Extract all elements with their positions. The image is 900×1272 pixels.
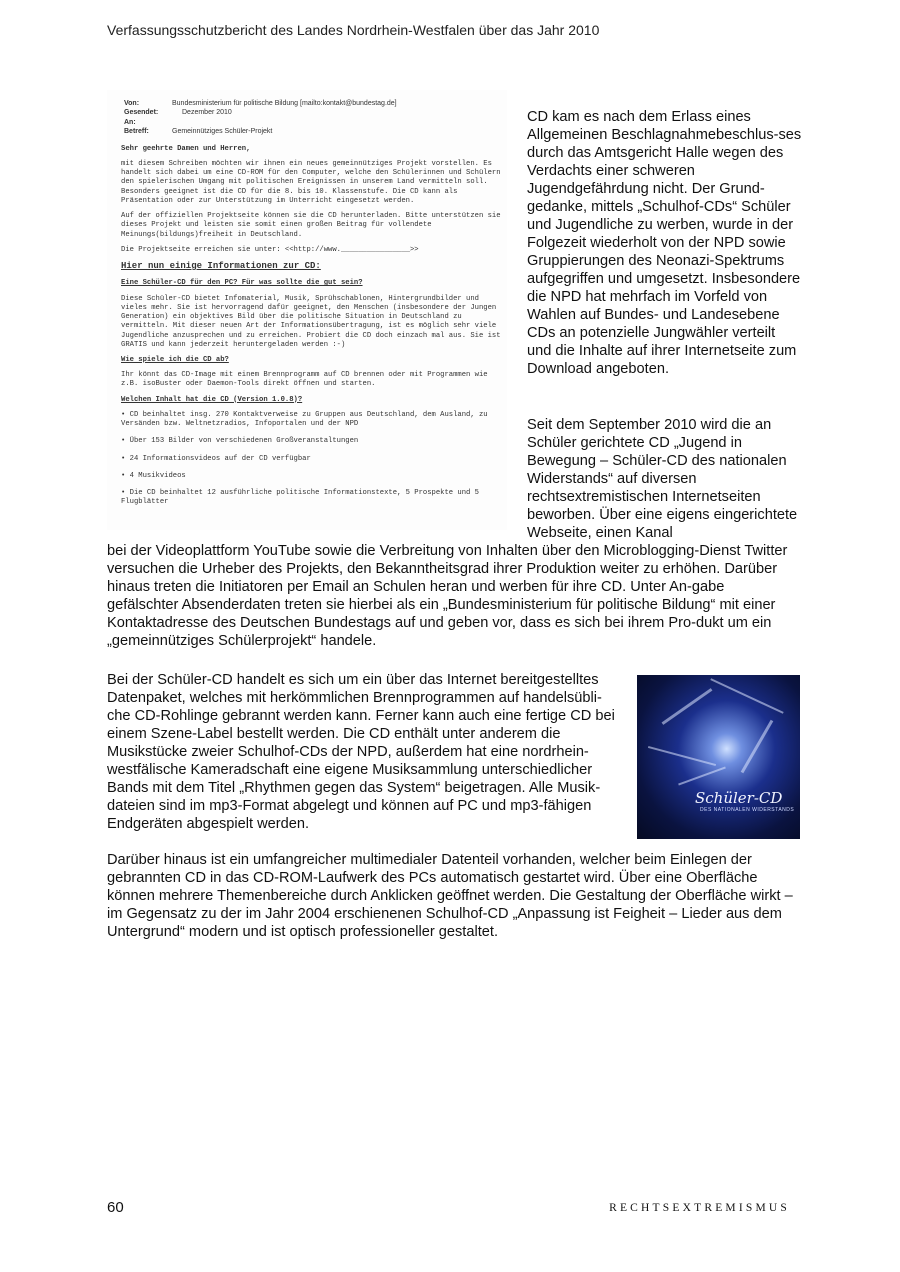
email-subject-label: Betreff: [124, 128, 149, 136]
email-bullet: • CD beinhaltet insg. 270 Kontaktverweise zu Gruppen aus Deutschland, dem Ausland, zu Versänden bzw. Weltnetzradios, Infoportalen und der NPD [121, 410, 488, 429]
email-sent-value: Dezember 2010 [182, 109, 232, 117]
cover-shard [648, 746, 716, 766]
email-paragraph-3: Die Projektseite erreichen sie unter: <<http://www.________________>> [121, 245, 419, 254]
email-from-label: Von: [124, 100, 140, 107]
email-paragraph-1: mit diesem Schreiben möchten wir ihnen ein neues gemeinnütziges Projekt vorstellen. Es handelt sich dabei um eine CD-ROM für den Computer, welche den Schülerinnen und Schülern den spielerischen Umgang mit politischen Ereignissen in unserem Land vermitteln soll. Besonders geeignet ist die CD für die 8. bis 10. Klassenstufe. Die CD kann als Präsentation oder zur Unterstützung im Unterricht eingesetzt werden. [121, 159, 501, 205]
email-question-1: Eine Schüler-CD für den PC? Für was sollte die gut sein? [121, 279, 363, 288]
cover-shard [710, 678, 783, 714]
email-bullet: • Die CD beinhaltet 12 ausführliche politische Informationstexte, 5 Prospekte und 5 Flugblätter [121, 488, 479, 507]
email-subject-value: Gemeinnütziges Schüler-Projekt [172, 128, 273, 136]
email-bullet: • 4 Musikvideos [121, 471, 186, 480]
email-to-label: An: [124, 118, 136, 126]
cd-cover-image [637, 675, 800, 839]
body-paragraph-3: Bei der Schüler-CD handelt es sich um ein über das Internet bereitgestelltes Datenpaket, welches mit herkömmlichen Brennprogrammen auf handelsübli-che CD-Rohlinge gebrannt werden kann. Ferner kann auch eine fertige CD bei einem Szene-Label bestellt werden. Die CD enthält unter anderem die Musikstücke zweier Schulhof-CDs der NPD, außerdem hat eine nordrhein-westfälische Kameradschaft eine eigene Musiksammlung unterschiedlicher Bands mit dem Titel „Rhythmen gegen das System“ beigetragen. Alle Musik-dateien sind im mp3-Format abgelegt und können auf PC und mp3-fähigen Endgeräten abgespielt werden. [107, 672, 615, 832]
cover-shard [662, 688, 713, 725]
cd-cover-title: Schüler-CD [695, 789, 783, 807]
email-bullet: • Über 153 Bilder von verschiedenen Großveranstaltungen [121, 437, 359, 446]
right-column-paragraph-2: Seit dem September 2010 wird die an Schüler gerichtete CD „Jugend in Bewegung – Schüler-CD des nationalen Widerstands“ auf diversen rechtsextremistischen Internetseiten beworben. Über eine eigens eingerichtete Webseite, einen Kanal [527, 417, 798, 541]
section-label: RECHTSEXTREMISMUS [609, 1202, 790, 1214]
page-number: 60 [107, 1199, 124, 1216]
page-header: Verfassungsschutzbericht des Landes Nordrhein-Westfalen über das Jahr 2010 [107, 22, 600, 38]
email-answer-1: Diese Schüler-CD bietet Infomaterial, Musik, Sprühschablonen, Hintergrundbilder und vieles mehr. Sie ist hervorragend dafür geeignet, den Menschen (insbesondere der Jungen Generation) ein objektives Bild über die politische Situation in Deutschland zu vermitteln. Mit dieser neuen Art der Informationsübertragung, ist es möglich sehr viele Jugendliche anzusprechen und zu erreichen. Probiert die CD doch einzach mal aus. Sie ist GRATIS und kann jederzeit heruntergeladen werden :-) [121, 294, 501, 349]
right-column-paragraph-1: CD kam es nach dem Erlass eines Allgemeinen Beschlagnahmebeschlus-ses durch das Amtsgericht Halle wegen des Verdachts einer schweren Jugendgefährdung nicht. Der Grund-gedanke, mittels „Schulhof-CDs“ Schüler und Jugendliche zu werben, wurde in der Folgezeit wiederholt von der NPD sowie Gruppierungen des Neonazi-Spektrums aufgegriffen und umgesetzt. Insbesondere die NPD hat mehrfach im Vorfeld von Wahlen auf Bundes- und Landesebene CDs an potenzielle Jungwähler verteilt und die Inhalte auf ihrer Internetseite zum Download angeboten. [527, 109, 802, 377]
email-heading: Hier nun einige Informationen zur CD: [121, 260, 321, 271]
body-paragraph-4: Darüber hinaus ist ein umfangreicher multimedialer Datenteil vorhanden, welcher beim Einlegen der gebrannten CD in das CD-ROM-Laufwerk des PCs automatisch gestartet wird. Über eine Oberfläche können mehrere Themenbereiche durch Anklicken geöffnet werden. Die Gestaltung der Oberfläche wirkt – im Gegensatz zu der im Jahr 2004 erschienenen Schulhof-CD „Anpassung ist Feigheit – Lieder aus dem Untergrund“ modern und ist optisch professioneller gestaltet. [107, 852, 793, 940]
cd-cover-subtitle: DES NATIONALEN WIDERSTANDS [700, 807, 795, 813]
email-answer-2: Ihr könnt das CD-Image mit einem Brennprogramm auf CD brennen oder mit Programmen wie z.B. isoBuster oder Daemon-Tools direkt öffnen und starten. [121, 371, 488, 389]
cover-shard [741, 720, 774, 773]
email-question-2: Wie spiele ich die CD ab? [121, 355, 229, 364]
email-screenshot [107, 90, 507, 530]
email-meta [124, 99, 507, 137]
email-paragraph-2: Auf der offiziellen Projektseite können sie die CD herunterladen. Bitte unterstützen sie dieses Projekt und leisten sie somit einen großen Beitrag für vollendete Meinungs(bildungs)freiheit in Deutschland. [121, 212, 501, 239]
email-bullet: • 24 Informationsvideos auf der CD verfügbar [121, 454, 311, 463]
email-greeting: Sehr geehrte Damen und Herren, [121, 144, 251, 153]
cover-shard [678, 767, 726, 786]
email-sent-label: Gesendet: [124, 109, 159, 117]
email-question-3: Welchen Inhalt hat die CD (Version 1.0.8)? [121, 395, 303, 404]
body-paragraph-2-continued: bei der Videoplattform YouTube sowie die Verbreitung von Inhalten über den Microblogging-Dienst Twitter versuchen die Urheber des Projekts, den Bekanntheitsgrad ihrer Produktion weiter zu erhöhen. Darüber hinaus treten die Initiatoren per Email an Schulen heran und werben für ihre CD. Unter An-gabe gefälschter Absenderdaten treten sie hierbei als ein „Bundesministerium für politische Bildung“ mit einer Kontaktadresse des Deutschen Bundestags auf und geben vor, dass es sich bei ihrem Pro-dukt um ein „gemeinnütziges Schülerprojekt“ handele. [107, 543, 788, 649]
email-body [121, 145, 507, 508]
email-from-value: Bundesministerium für politische Bildung [mailto:kontakt@bundestag.de] [172, 100, 397, 107]
